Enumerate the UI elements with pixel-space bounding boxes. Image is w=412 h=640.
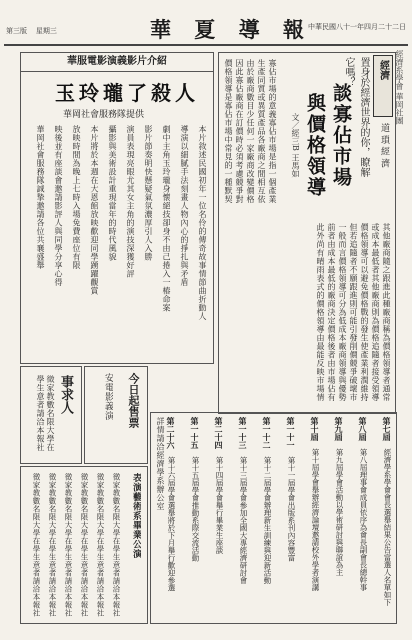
listing-column-text: 第九屆學會活動以學術研討與聯誼為主 <box>335 441 344 576</box>
listing-column <box>178 417 200 617</box>
ad-performance-column: 徵家教數名限大學在學生意者請洽本報社 <box>48 473 57 617</box>
listing-column-text: 第八屆理事會成員依序為會長副會長總幹事 <box>359 441 368 591</box>
listing-column-heading: 第二十四 <box>214 417 224 449</box>
article-market-pricing <box>218 52 396 414</box>
ad-help-wanted <box>20 366 82 464</box>
listing-footer-note: 詳情請洽經濟學系辦公室 <box>156 417 165 511</box>
ad-help-wanted-title: 事求人 <box>58 375 73 414</box>
film-title: 玉玲瓏了殺人 <box>55 81 199 105</box>
film-body-column: 華岡社會服務隊誠摯邀請各位共襄盛舉 <box>36 125 45 270</box>
ad-ticket-title: 今日起售票 <box>127 373 140 428</box>
listing-column <box>226 417 248 617</box>
article-body-column: 價格領導是寡佔市場中常見的一種默契 <box>224 59 233 204</box>
film-body-column: 攝影與美術設計重現當年的時代風貌 <box>108 125 117 261</box>
listing-column <box>250 417 272 617</box>
page-label <box>6 26 57 36</box>
masthead <box>0 0 412 50</box>
listing-column-text: 第十二屆學會辦理新生訓練與迎新活動 <box>263 449 272 584</box>
article-body-column: 或成本最低者其他廠商則為價格追隨者接受領導 <box>371 223 380 402</box>
article-body-column: 因此寡佔廠商在訂價時必須考慮競爭對 <box>235 59 244 204</box>
ad-ticket-body: 安電影義演 <box>103 373 113 421</box>
listing-column-heading: 第二十六 <box>166 417 176 449</box>
date-line: 中華民國八十一年四月二十二日 <box>308 23 406 31</box>
listing-column-text: 第十屆學會舉辦經濟論壇邀請校外學者演講 <box>311 441 320 591</box>
film-subtitle: 華岡社會服務隊提供 <box>63 110 145 120</box>
weekday: 星期三 <box>35 27 57 35</box>
listing-column-text: 第十三屆學會參加全國大專經濟研討會 <box>239 449 248 584</box>
listing-column-heading: 第十屆 <box>310 417 320 441</box>
ad-performance-title: 表演藝術系畢業公演 <box>131 473 141 559</box>
listing-column-text: 第十六屆學會選舉將於下月舉行歡迎參選 <box>167 449 176 592</box>
listing-column-heading: 第一十一 <box>286 417 296 449</box>
listing-column <box>322 417 344 617</box>
article-body-column: 其他廠商隨之跟進此種廠商稱為價格領導者通常 <box>382 223 391 402</box>
column-tag-label: 經濟 <box>377 60 389 80</box>
listing-column <box>346 417 368 617</box>
listing-column-heading: 第一十二 <box>262 417 272 449</box>
listing-column-text: 經濟學系學會會長選舉結果公告當選人名單如下 <box>383 441 392 606</box>
article-body-column: 生產同質或異質產品各廠商之間相互依 <box>257 59 266 204</box>
ad-performance-column: 徵家教數名限大學在學生意者請洽本報社 <box>112 473 121 617</box>
film-body-column: 導演以細膩手法刻畫人物內心的掙扎與矛盾 <box>180 125 189 287</box>
listing-column <box>370 417 392 617</box>
film-body-column: 本片將於本週在大恩館放映歡迎同學踴躍觀賞 <box>90 125 99 295</box>
listing-column-text: 第十一屆學會出版系刊內容豐富 <box>287 449 296 562</box>
article-body-column: 寡佔市場的意義寡佔市場是指一個產業 <box>268 59 277 204</box>
film-body-column: 演員表現亮眼尤其女主角的演技深獲好評 <box>126 125 135 278</box>
page-number: 第三版 <box>6 27 27 35</box>
headline-primary: 談寡佔市場 <box>330 83 352 188</box>
listing-column-heading: 第八屆 <box>358 417 368 441</box>
ad-performance <box>20 466 148 624</box>
edge-strip-text: 經濟系學會 華岡社團 <box>395 50 404 125</box>
article-body-column: 價格領導可以避免價格戰的發生使產業利潤維持 <box>360 223 369 402</box>
article-body-column: 一般而言價格領導可分為低成本廠商領導與優勢 <box>338 223 347 402</box>
ad-help-wanted-body: 徵家教數名限大學在學生意者請洽本報社 <box>36 375 55 452</box>
film-body-column: 映後並有座談會邀請影評人與同學分享心得 <box>54 125 63 287</box>
article-body-column: 前者由成本最低的廠商決定價格後者由市場佔有 <box>327 223 336 402</box>
listing-column <box>274 417 296 617</box>
ad-performance-column: 徵家教數名限大學在學生意者請洽本報社 <box>64 473 73 617</box>
edge-strip <box>394 50 410 630</box>
film-body-column: 放映時間為晚上七時入場免費座位有限 <box>72 125 81 270</box>
section-header: 華服電影演義影片介紹 <box>21 53 213 72</box>
article-body-column: 此外尚有晴雨表式的價格領導由最能反映市場情 <box>316 223 325 402</box>
column-tag <box>373 55 393 117</box>
ad-performance-column: 徵家教數名限大學在學生意者請洽本報社 <box>80 473 89 617</box>
film-body-column: 影片節奏明快懸疑氣氛濃厚引人入勝 <box>144 125 153 261</box>
listing-column <box>298 417 320 617</box>
listing-column-text: 第十四屆學會舉行畢業生座談 <box>215 449 224 554</box>
listing-column-text: 第十五屆學會推動系際交流活動 <box>191 449 200 562</box>
ad-performance-column: 徵家教數名限大學在學生意者請洽本報社 <box>96 473 105 617</box>
ad-performance-column: 徵家教數名限大學在學生意者請洽本報社 <box>32 473 41 617</box>
masthead-rule <box>4 44 408 46</box>
film-body-column: 本片敘述民國初年一位名伶的傳奇故事情節曲折動人 <box>198 125 207 321</box>
association-listing <box>150 412 397 624</box>
article-body-column: 但若追隨者不願跟進則可能引發削價競爭破壞市 <box>349 223 358 402</box>
listing-column-heading: 第九屆 <box>334 417 344 441</box>
newspaper-title: 華 夏 導 報 <box>150 17 312 42</box>
headline-secondary: 與價格領導 <box>304 93 326 198</box>
ad-ticket-sale <box>84 366 148 464</box>
article-body-column: 由於廠商數目少任何一家廠商改變價格 <box>246 59 255 204</box>
film-body-column: 劇中主角玉玲瓏身懷絕技卻身不由己捲入一樁命案 <box>162 125 171 312</box>
article-film-intro <box>20 52 214 364</box>
article-byline: 文／經三B 王馬如 <box>291 113 300 178</box>
article-kicker: 道 瑣 經 濟 <box>379 123 389 168</box>
listing-column <box>202 417 224 617</box>
article-teaser: 置身於經濟世界的你，瞭解它嗎？ <box>343 57 369 177</box>
listing-column-heading: 第一十三 <box>238 417 248 449</box>
listing-column-heading: 第一十五 <box>190 417 200 449</box>
listing-column-heading: 第七屆 <box>382 417 392 441</box>
